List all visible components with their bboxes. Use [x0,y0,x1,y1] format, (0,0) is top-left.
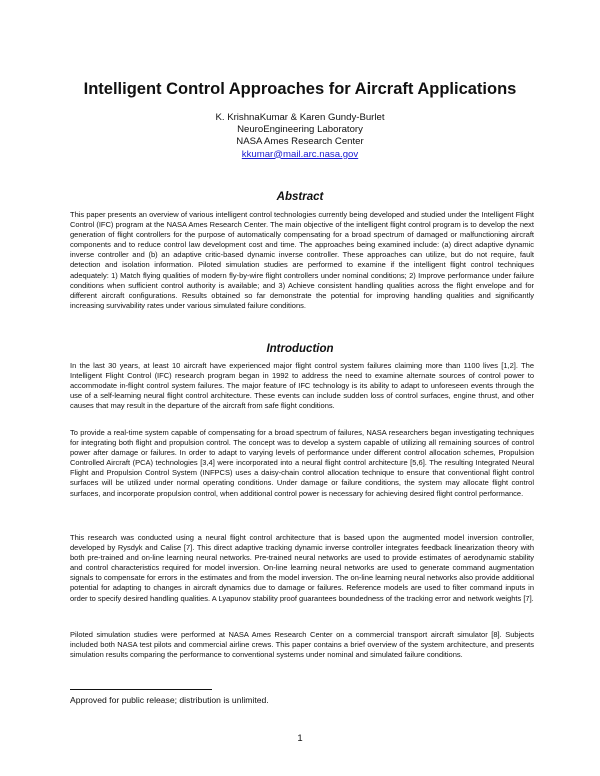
abstract-heading: Abstract [276,191,324,203]
author-center: NASA Ames Research Center [236,136,364,148]
footnote-divider [70,689,212,690]
author-lab: NeuroEngineering Laboratory [237,124,363,136]
intro-paragraph-1: In the last 30 years, at least 10 aircraft have experienced major flight control system failures claiming more than 1100 lives [1,2]. The Intelligent Flight Control (IFC) research program began in 1992 to address the need to examine alternate sources of control power to accommodate in-flight control system failures. The major feature of IFC technology is its ability to adapt to unforeseen events through the use of a self-learning neural flight control architecture. These events can include sudden loss of control surfaces, engine thrust, and other causes that may result in the departure of the aircraft from safe flight conditions. [70,361,534,411]
page-number: 1 [297,733,303,744]
paper-title: Intelligent Control Approaches for Aircraft Applications [83,80,517,98]
introduction-heading: Introduction [266,343,334,355]
author-names: K. KrishnaKumar & Karen Gundy-Burlet [215,112,385,123]
abstract-text: This paper presents an overview of various intelligent control technologies currently being developed and studied under the Intelligent Flight Control (IFC) program at the NASA Ames Research Center. The main objective of the intelligent flight control program is to develop the next generation of flight controllers for the purpose of automatically compensating for a broad spectrum of damaged or malfunctioning aircraft components and to reduce control law development cost and time. The approaches being examined include: (a) direct adaptive dynamic inverse controller and (b) an adaptive critic-based dynamic inverse controller. These approaches can utilize, but do not require, fault detection and isolation information. Piloted simulation studies are performed to examine if the intelligent flight control techniques adequately: 1) Match flying qualities of modern fly-by-wire flight controllers under nominal conditions; 2) Improve performance under failure conditions when sufficient control authority is available; and 3) Achieve consistent handling qualities across the flight envelope and for different aircraft configurations. Results obtained so far demonstrate the potential for improving handling qualities and significantly increasing survivability rates under various simulated failure conditions. [70,210,534,310]
footnote: Approved for public release; distribution is unlimited. [70,695,269,705]
intro-paragraph-4: Piloted simulation studies were performed at NASA Ames Research Center on a commercial transport aircraft simulator [8]. Subjects included both NASA test pilots and commercial airline crews. This paper contains a brief overview of the system architecture, and presents simulation results comparing the performance to conventional systems under nominal and simulated failure conditions. [70,630,534,660]
author-block [0,112,600,161]
intro-paragraph-2: To provide a real-time system capable of compensating for a broad spectrum of failures, NASA researchers began investigating techniques for integrating both flight and propulsion control. The concept was to develop a system capable of utilizing all remaining sources of control power after damage or failures. In order to adapt to varying levels of performance under different control allocation schemes, Propulsion Controlled Aircraft (PCA) technologies [3,4] were incorporated into a neural flight control architecture [5,6]. The resulting Integrated Neural Flight and Propulsion Control System (INFPCS) uses a daisy-chain control allocation technique to ensure that conventional flight control surfaces will be utilized under normal operating conditions. Under damage or failure conditions, the system may allocate flight control surfaces, and incorporate propulsion control, when additional control power is necessary for achieving desired flight control performance. [70,428,534,498]
intro-paragraph-3: This research was conducted using a neural flight control architecture that is based upon the augmented model inversion controller, developed by Rysdyk and Calise [7]. This direct adaptive tracking dynamic inverse controller integrates feedback linearization theory with both pre-trained and on-line learning neural networks. Pre-trained neural networks are used to provide estimates of aerodynamic stability and control characteristics required for model inversion. On-line learning neural networks are used to generate command augmentation signals to compensate for errors in the estimates and from the model inversion. The on-line learning neural networks also provide additional potential for adapting to changes in aircraft dynamics due to damage or failures. Reference models are used to filter command inputs in order to specify desired handling qualities. A Lyapunov stability proof guarantees boundedness of the tracking error and network weights [7]. [70,533,534,603]
author-email-link[interactable]: kkumar@mail.arc.nasa.gov [241,148,359,160]
